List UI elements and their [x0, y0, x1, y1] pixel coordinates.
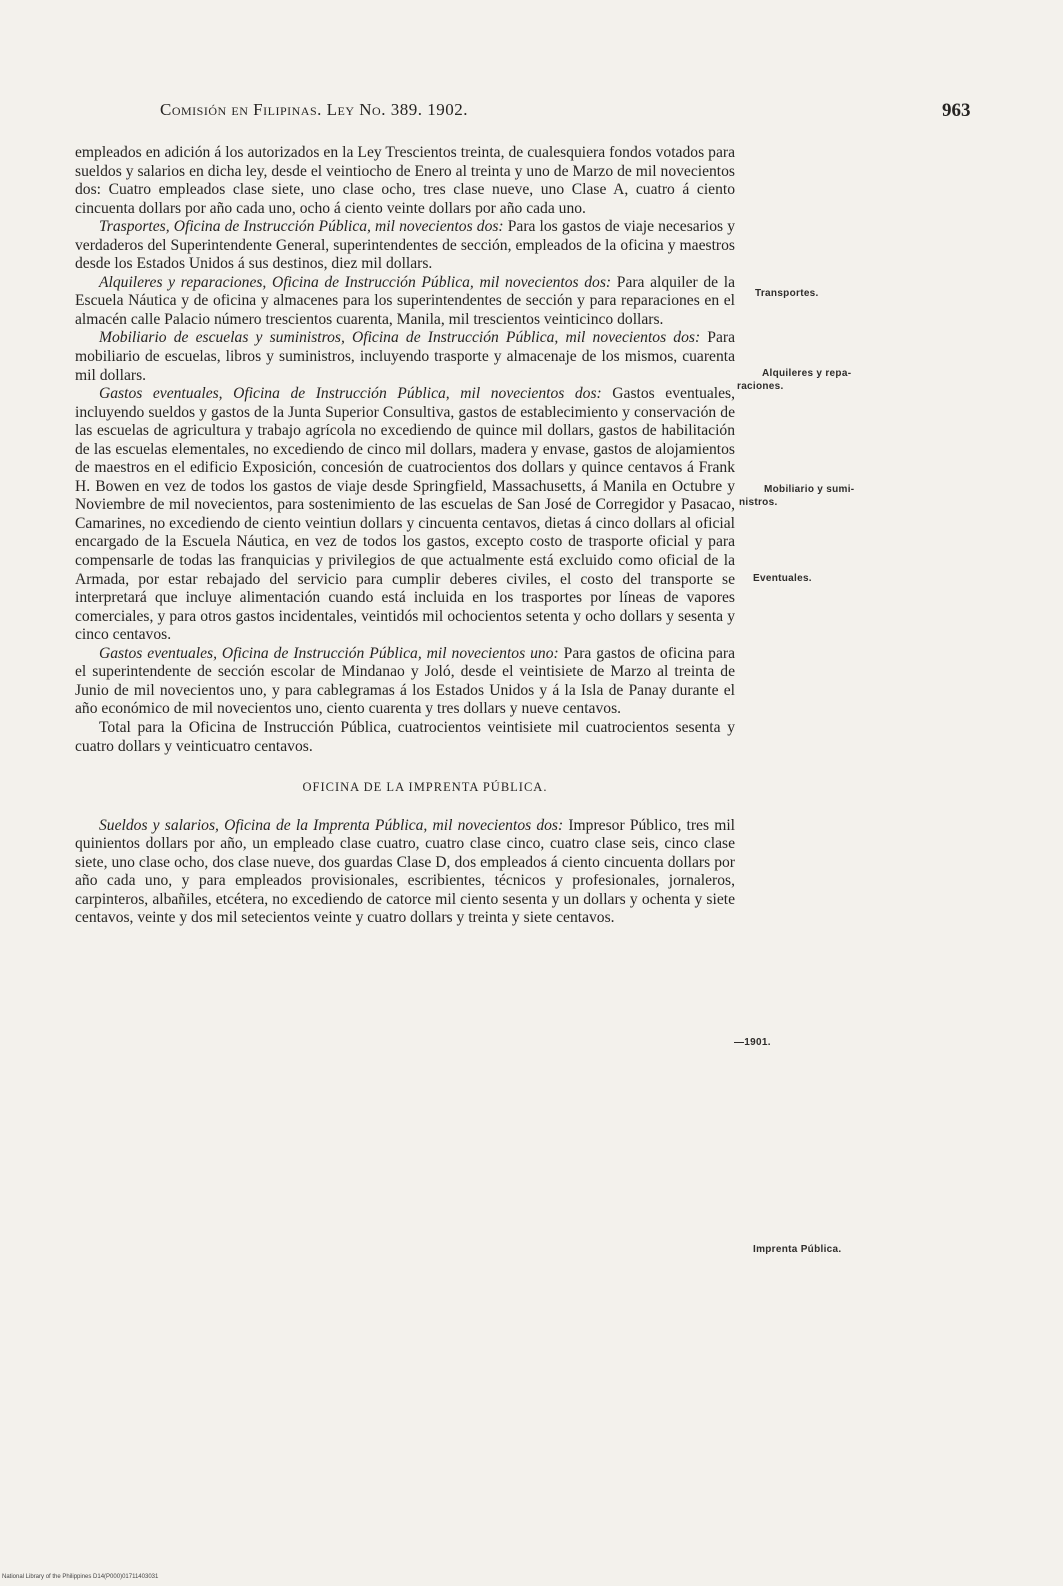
margin-note-transportes: Transportes.: [755, 288, 819, 299]
paragraph-gastos-1901: [75, 645, 735, 719]
rubric-gastos-1902: Gastos eventuales, Oficina de Instrucción Pública, mil novecientos dos:: [99, 385, 602, 403]
margin-note-year-1901: —1901.: [734, 1037, 771, 1048]
margin-note-alquileres-line2: raciones.: [737, 381, 784, 392]
text-gastos-1901: Para gastos de oficina para el superintendente de sección escolar de Mindanao y Joló, desde el veintisiete de Marzo al treinta de Junio de mil novecientos uno, y para cablegramas á los Estados Unidos y á la Isla de Panay durante el año económico de mil novecientos uno, ciento cuarenta y tres dollars y nueve centavos.: [75, 644, 735, 718]
page-number: 963: [942, 100, 971, 121]
margin-note-imprenta: Imprenta Pública.: [753, 1244, 842, 1255]
paragraph-alquileres: [75, 274, 735, 330]
paragraph-gastos-1902: [75, 385, 735, 645]
text-gastos-1902: Gastos eventuales, incluyendo sueldos y gastos de la Junta Superior Consultiva, gastos de establecimiento y conservación de las escuelas de agricultura y trabajo agrícola no excediendo de quince mil dollars, gastos de habilitación de las escuelas elementales, no excediendo de cinco mil dollars, madera y envase, gastos de alojamientos de maestros en el edificio Exposición, concesión de cuatrocientos dos dollars y quince centavos á Frank H. Bowen en vez de todos los gastos de viaje desde Springfield, Massachusetts, á Manila en Octubre y Noviembre de mil novecientos, para sostenimiento de las escuelas de San José de Corregidor y Pasacao, Camarines, no excediendo de ciento veintiun dollars y cincuenta centavos, dietas á cinco dollars al oficial encargado de la Escuela Náutica, en vez de todos los gastos, excepto costo de trasporte oficial y para compensarle de todas las franquicias y privilegios de que actualmente está excluido como oficial de la Armada, por estar rebajado del servicio para cumplir deberes civiles, el costo del transporte se interpretará que incluye alimentación cuando está incluida en los trasportes por líneas de vapores comerciales, y para otros gastos incidentales, veintidós mil ochocientos setenta y ocho dollars y sesenta y cinco centavos.: [75, 385, 736, 644]
paragraph-mobiliario: [75, 329, 735, 385]
text-sueldos-imprenta: Impresor Público, tres mil quinientos dollars por año, un empleado clase cuatro, cuatro clase cinco, cuatro clase seis, cinco clase siete, uno clase ocho, dos clase nueve, dos guardas Clase D, dos empleados á ciento cincuenta dollars por año cada uno, y para empleados provisionales, escribientes, técnicos y profesionales, jornaleros, carpinteros, albañiles, etcétera, no excediendo de catorce mil ciento sesenta y un dollars y ochenta y siete centavos, veinte y dos mil setecientos veinte y cuatro dollars y treinta y siete centavos.: [75, 816, 735, 927]
text-alquileres: Para alquiler de la Escuela Náutica y de oficina y almacenes para los superintendentes de sección y para reparaciones en el almacén calle Palacio número trescientos cuarenta, Manila, mil trescientos veinticinco dollars.: [75, 273, 735, 328]
rubric-alquileres: Alquileres y reparaciones, Oficina de Instrucción Pública, mil novecientos dos:: [99, 273, 612, 291]
rubric-sueldos-imprenta: Sueldos y salarios, Oficina de la Imprenta Pública, mil novecientos dos:: [99, 816, 564, 834]
running-header: Comisión en Filipinas. Ley No. 389. 1902.: [160, 100, 468, 119]
paragraph-total: Total para la Oficina de Instrucción Pública, cuatrocientos veintisiete mil cuatrocientos sesenta y cuatro dollars y veinticuatro centavos.: [75, 718, 735, 755]
text-trasportes: Para los gastos de viaje necesarios y verdaderos del Superintendente General, superintendentes de sección, empleados de la oficina y maestros desde los Estados Unidos á sus destinos, diez mil dollars.: [75, 218, 735, 273]
rubric-trasportes: Trasportes, Oficina de Instrucción Pública, mil novecientos dos:: [99, 218, 504, 236]
paragraph-trasportes: [75, 218, 735, 274]
rubric-gastos-1901: Gastos eventuales, Oficina de Instrucción Pública, mil novecientos uno:: [99, 644, 559, 662]
body-text: [75, 144, 735, 928]
text-mobiliario: Para mobiliario de escuelas, libros y suministros, incluyendo trasporte y almacenaje de los mismos, cuarenta mil dollars.: [75, 329, 735, 384]
scan-footer: National Library of the Philippines D14(P000)01711403031: [2, 1574, 159, 1580]
margin-note-alquileres-line1: Alquileres y repa-: [762, 368, 852, 379]
section-heading: OFICINA DE LA IMPRENTA PÚBLICA.: [302, 780, 548, 795]
margin-note-mobiliario-line1: Mobiliario y sumi-: [764, 484, 855, 495]
margin-note-eventuales: Eventuales.: [753, 573, 812, 584]
margin-note-mobiliario-line2: nistros.: [739, 497, 778, 508]
paragraph-sueldos-imprenta: [75, 817, 735, 928]
paragraph-empleados: empleados en adición á los autorizados en la Ley Trescientos treinta, de cualesquiera fondos votados para sueldos y salarios en dicha ley, desde el veintiocho de Enero al treinta y uno de Marzo de mil novecientos dos: Cuatro empleados clase siete, uno clase ocho, tres clase nueve, uno Clase A, cuatro á ciento cincuenta dollars por año cada uno, ocho á ciento veinte dollars por año cada uno.: [75, 144, 735, 217]
rubric-mobiliario: Mobiliario de escuelas y suministros, Oficina de Instrucción Pública, mil novecientos dos:: [99, 329, 701, 347]
